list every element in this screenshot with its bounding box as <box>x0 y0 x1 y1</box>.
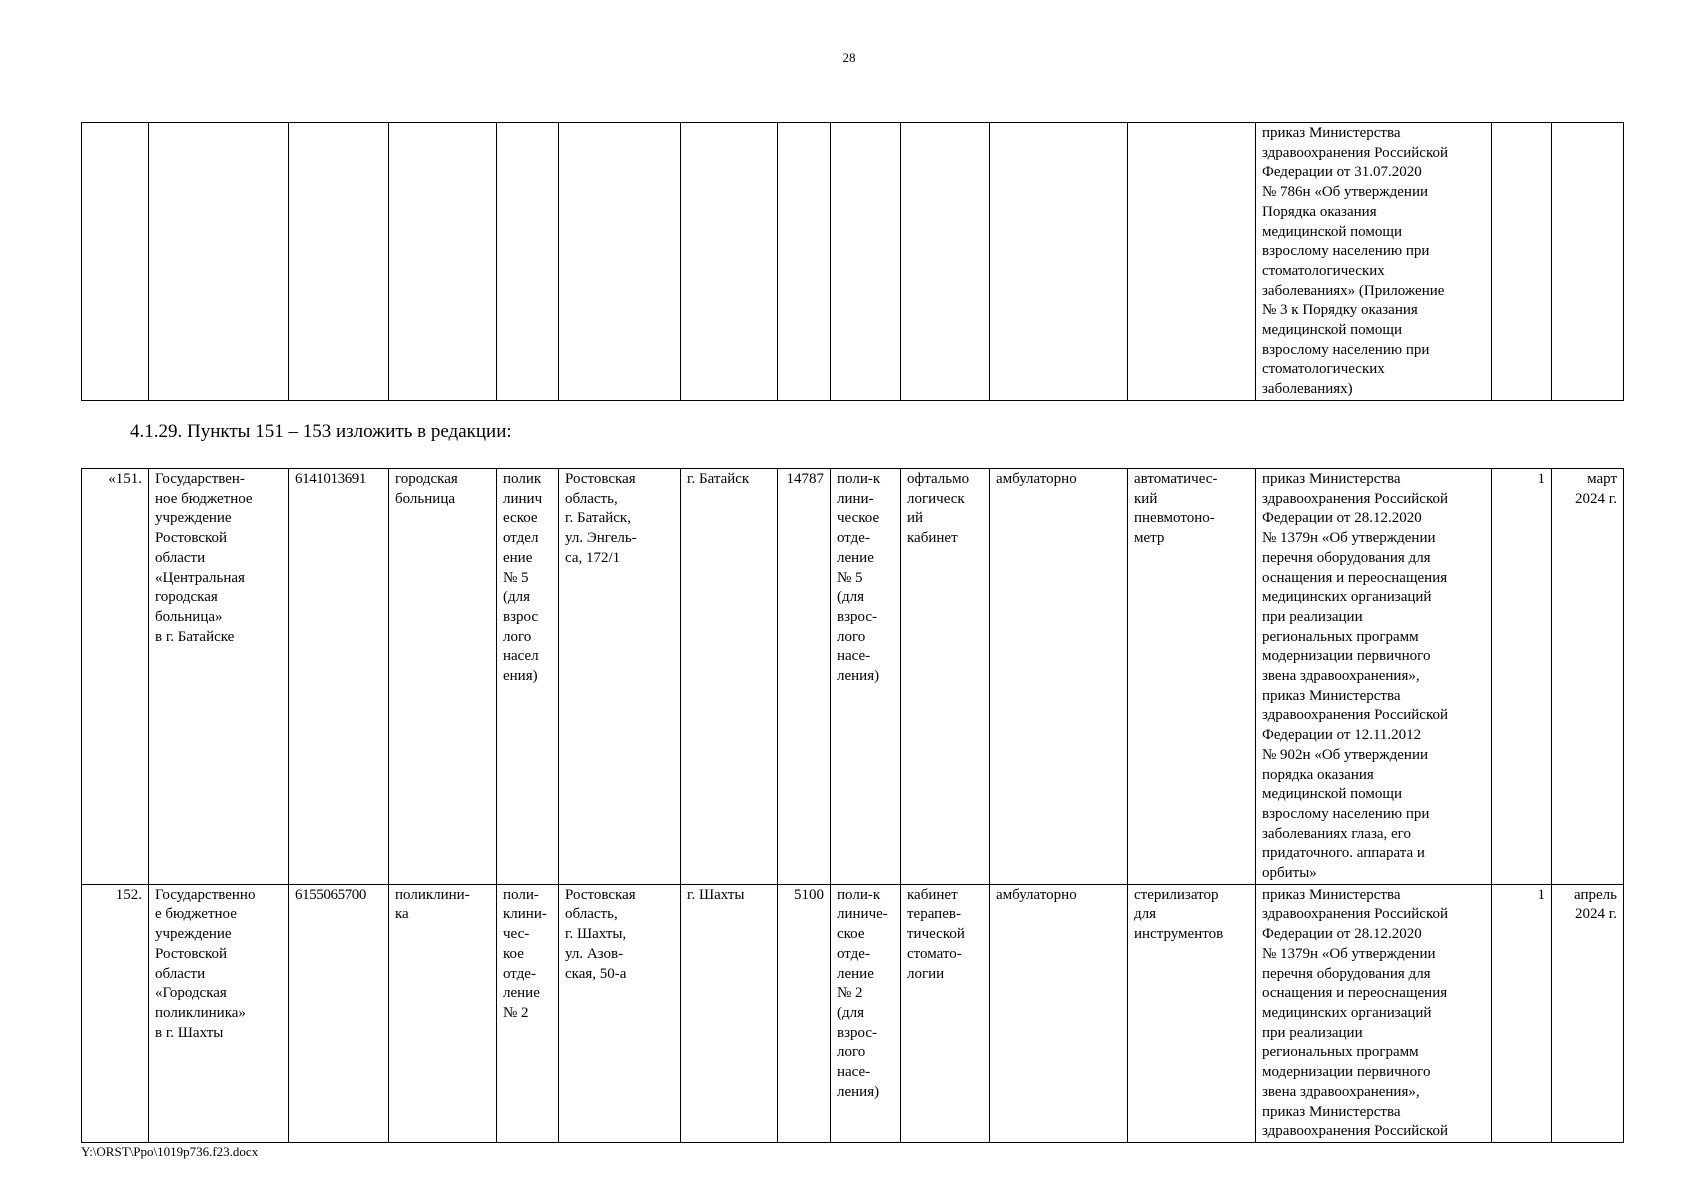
cell-empty <box>1128 123 1256 401</box>
page-number: 28 <box>842 50 856 65</box>
cell-empty <box>497 123 559 401</box>
cell-empty <box>831 123 901 401</box>
cell-organization: Государствен- ное бюджетное учреждение Ростовской области «Центральная городская больница» в г. Батайске <box>149 469 289 885</box>
cell-room: офтальмо логическ ий кабинет <box>901 469 990 885</box>
cell-conditions: амбулаторно <box>990 884 1128 1142</box>
cell-legal-basis: приказ Министерства здравоохранения Российской Федерации от 31.07.2020 № 786н «Об утверждении Порядка оказания медицинской помощи взрослому населению при стоматологических заболеваниях» (Приложение № 3 к Порядку оказания медицинской помощи взрослому населению при стоматологических заболеваниях) <box>1256 123 1492 401</box>
cell-legal-basis: приказ Министерства здравоохранения Российской Федерации от 28.12.2020 № 1379н «Об утверждении перечня оборудования для оснащения и переоснащения медицинских организаций при реализации региональных программ модернизации первичного звена здравоохранения», приказ Министерства здравоохранения Российской <box>1256 884 1492 1142</box>
cell-item-number: 152. <box>82 884 149 1142</box>
section-title: 4.1.29. Пункты 151 – 153 изложить в редакции: <box>130 421 512 442</box>
cell-date: март 2024 г. <box>1552 469 1624 885</box>
cell-inn: 6141013691 <box>289 469 389 885</box>
cell-unit: полик линич еское отдел ение № 5 (для взрос лого насел ения) <box>497 469 559 885</box>
cell-empty <box>681 123 778 401</box>
cell-city: г. Шахты <box>681 884 778 1142</box>
cell-empty <box>559 123 681 401</box>
cell-empty <box>990 123 1128 401</box>
cell-empty <box>389 123 497 401</box>
table-row <box>82 123 1624 401</box>
cell-subunit: поли-к линиче- ское отде- ление № 2 (для взрос- лого насе- ления) <box>831 884 901 1142</box>
cell-empty <box>289 123 389 401</box>
footer-file-path: Y:\ORST\Ppo\1019p736.f23.docx <box>81 1144 259 1159</box>
cell-population: 14787 <box>778 469 831 885</box>
cell-unit: поли- клини- чес- кое отде- ление № 2 <box>497 884 559 1142</box>
cell-quantity: 1 <box>1492 884 1552 1142</box>
continuation-table <box>81 122 1624 401</box>
cell-subunit: поли-к лини- ческое отде- ление № 5 (для взрос- лого насе- ления) <box>831 469 901 885</box>
cell-empty <box>1492 123 1552 401</box>
cell-org-type: городская больница <box>389 469 497 885</box>
cell-empty <box>901 123 990 401</box>
cell-inn: 6155065700 <box>289 884 389 1142</box>
cell-date: апрель 2024 г. <box>1552 884 1624 1142</box>
cell-address: Ростовская область, г. Батайск, ул. Энгель- са, 172/1 <box>559 469 681 885</box>
table-row <box>82 884 1624 1142</box>
cell-org-type: поликлини- ка <box>389 884 497 1142</box>
cell-quantity: 1 <box>1492 469 1552 885</box>
cell-equipment: автоматичес- кий пневмотоно- метр <box>1128 469 1256 885</box>
cell-empty <box>1552 123 1624 401</box>
cell-empty <box>778 123 831 401</box>
cell-address: Ростовская область, г. Шахты, ул. Азов- ская, 50-а <box>559 884 681 1142</box>
cell-empty <box>149 123 289 401</box>
cell-item-number: «151. <box>82 469 149 885</box>
cell-organization: Государственно е бюджетное учреждение Ростовской области «Городская поликлиника» в г. Шахты <box>149 884 289 1142</box>
equipment-table <box>81 468 1624 1143</box>
cell-legal-basis: приказ Министерства здравоохранения Российской Федерации от 28.12.2020 № 1379н «Об утверждении перечня оборудования для оснащения и переоснащения медицинских организаций при реализации региональных программ модернизации первичного звена здравоохранения», приказ Министерства здравоохранения Российской Федерации от 12.11.2012 № 902н «Об утверждении порядка оказания медицинской помощи взрослому населению при заболеваниях глаза, его придаточного. аппарата и орбиты» <box>1256 469 1492 885</box>
cell-equipment: стерилизатор для инструментов <box>1128 884 1256 1142</box>
cell-population: 5100 <box>778 884 831 1142</box>
cell-conditions: амбулаторно <box>990 469 1128 885</box>
cell-room: кабинет терапев- тической стомато- логии <box>901 884 990 1142</box>
table-row <box>82 469 1624 885</box>
cell-empty <box>82 123 149 401</box>
cell-city: г. Батайск <box>681 469 778 885</box>
